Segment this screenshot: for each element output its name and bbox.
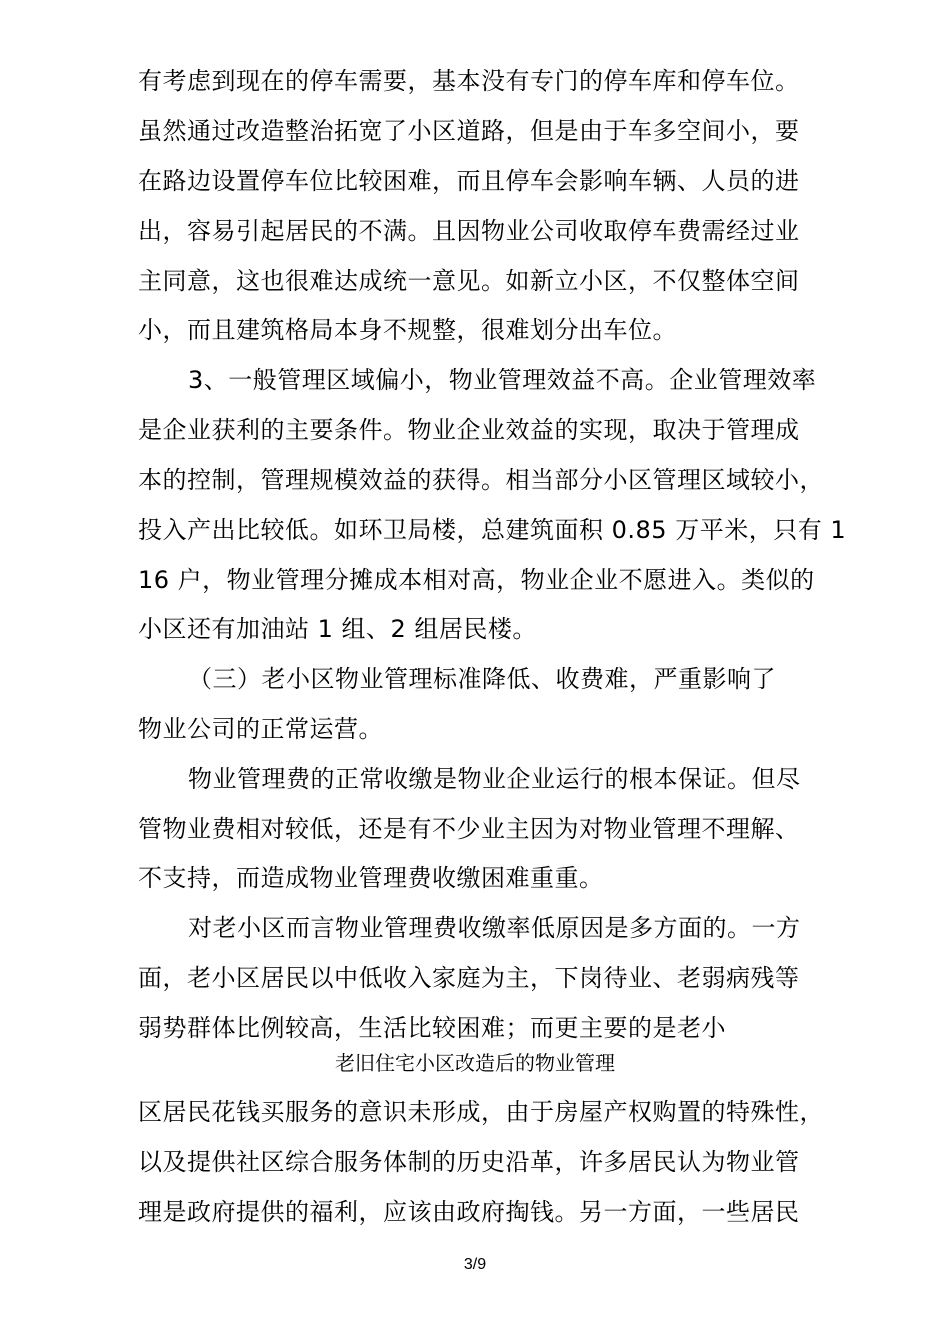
body-text-line: 3、一般管理区域偏小，物业管理效益不高。企业管理效率 — [188, 366, 817, 394]
body-text-line: 16 户，物业管理分摊成本相对高，物业企业不愿进入。类似的 — [138, 566, 815, 594]
body-text-line: 不支持，而造成物业管理费收缴困难重重。 — [138, 864, 604, 892]
body-text-line: 面，老小区居民以中低收入家庭为主，下岗待业、老弱病残等 — [138, 964, 800, 992]
body-text-line: 小区还有加油站 1 组、2 组居民楼。 — [138, 615, 537, 643]
body-text-line: 投入产出比较低。如环卫局楼，总建筑面积 0.85 万平米，只有 1 — [138, 516, 847, 544]
running-header: 老旧住宅小区改造后的物业管理 — [335, 1051, 615, 1075]
body-text-line: 小，而且建筑格局本身不规整，很难划分出车位。 — [138, 316, 677, 344]
body-text-line: 虽然通过改造整治拓宽了小区道路，但是由于车多空间小，要 — [138, 117, 800, 145]
section-heading: 物业公司的正常运营。 — [138, 715, 383, 743]
page-number: 3/9 — [463, 1256, 487, 1273]
body-text-line: 管物业费相对较低，还是有不少业主因为对物业管理不理解、 — [138, 815, 800, 843]
body-text-line: 主同意，这也很难达成统一意见。如新立小区，不仅整体空间 — [138, 267, 800, 295]
body-text-line: 区居民花钱买服务的意识未形成，由于房屋产权购置的特殊性， — [138, 1098, 824, 1126]
body-text-line: 物业管理费的正常收缴是物业企业运行的根本保证。但尽 — [188, 765, 801, 793]
body-text-line: 有考虑到现在的停车需要，基本没有专门的停车库和停车位。 — [138, 67, 800, 95]
section-heading: （三）老小区物业管理标准降低、收费难，严重影响了 — [188, 665, 776, 693]
body-text-line: 理是政府提供的福利，应该由政府掏钱。另一方面，一些居民 — [138, 1198, 800, 1226]
body-text-line: 对老小区而言物业管理费收缴率低原因是多方面的。一方 — [188, 914, 801, 942]
body-text-line: 出，容易引起居民的不满。且因物业公司收取停车费需经过业 — [138, 217, 800, 245]
body-text-line: 以及提供社区综合服务体制的历史沿革，许多居民认为物业管 — [138, 1148, 800, 1176]
body-text-line: 在路边设置停车位比较困难，而且停车会影响车辆、人员的进 — [138, 167, 800, 195]
body-text-line: 弱势群体比例较高，生活比较困难；而更主要的是老小 — [138, 1014, 726, 1042]
body-text-line: 是企业获利的主要条件。物业企业效益的实现，取决于管理成 — [138, 416, 800, 444]
body-text-line: 本的控制，管理规模效益的获得。相当部分小区管理区域较小， — [138, 466, 824, 494]
